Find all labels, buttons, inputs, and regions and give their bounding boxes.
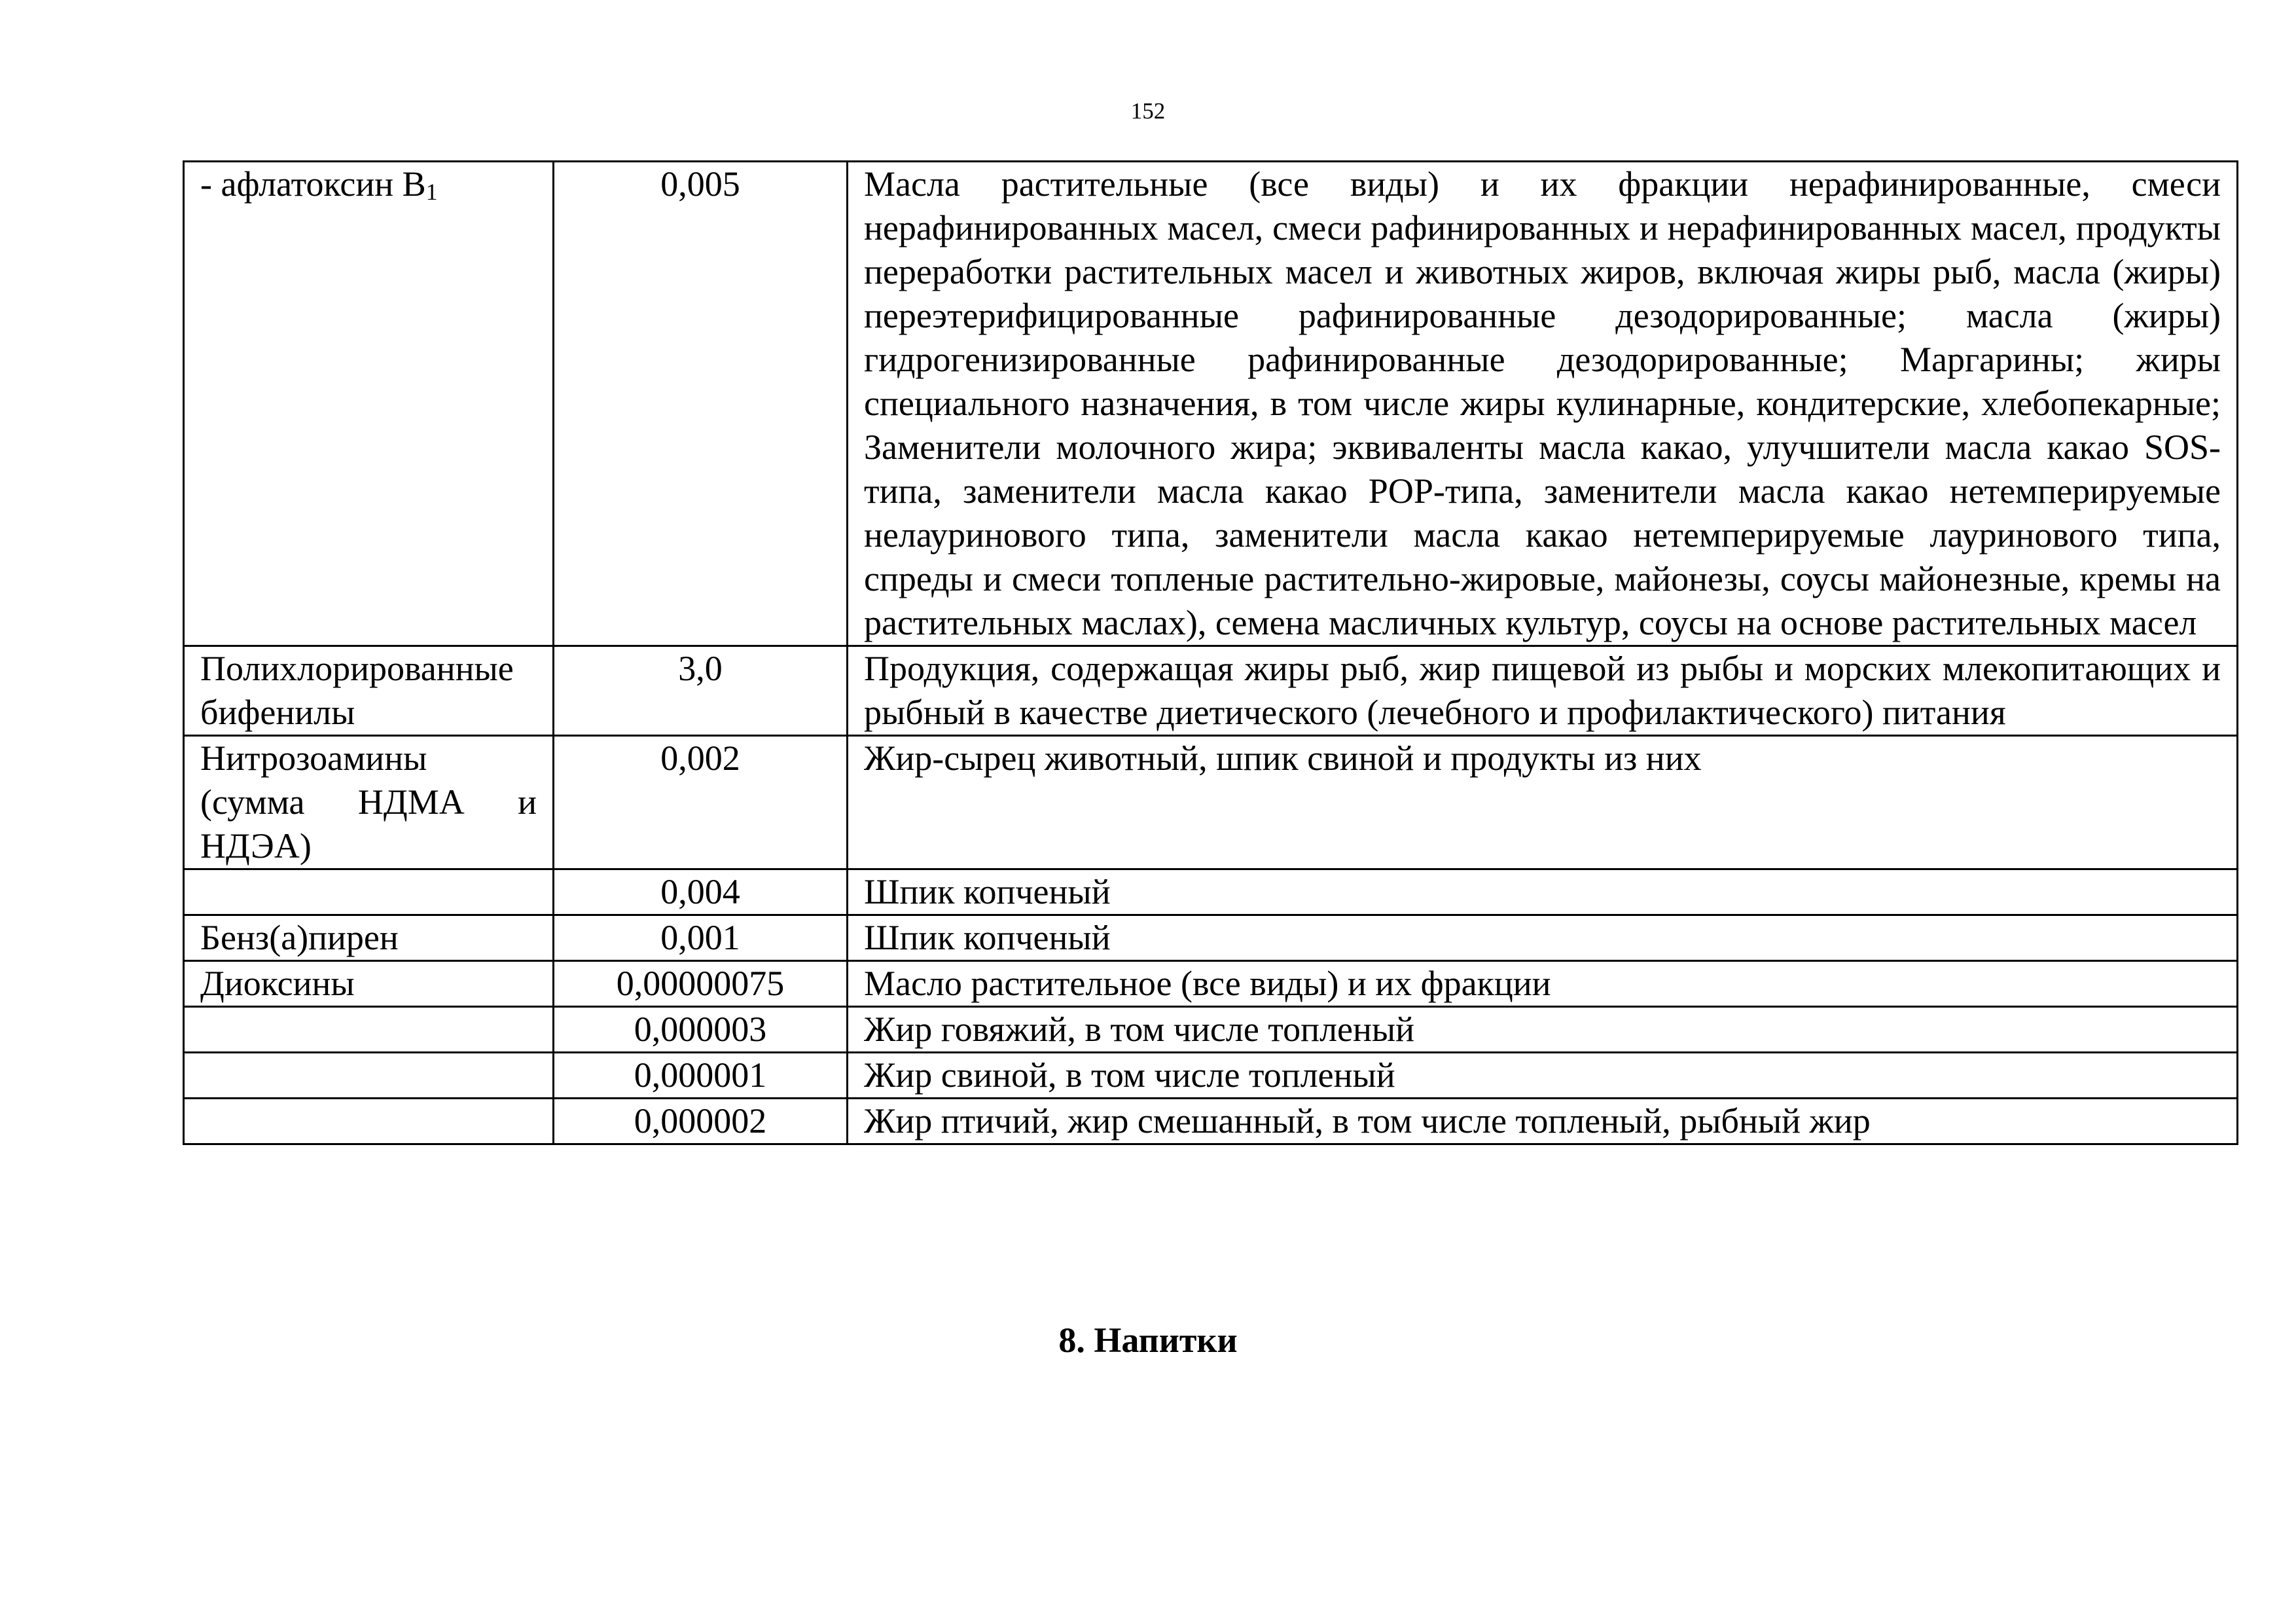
substance-cell: Бенз(а)пирен [184,915,554,961]
product-cell: Масло растительное (все виды) и их фракции [848,961,2238,1007]
limit-value-cell: 0,000002 [554,1099,848,1144]
substance-cell [184,1053,554,1099]
product-cell: Жир птичий, жир смешанный, в том числе топленый, рыбный жир [848,1099,2238,1144]
section-heading: 8. Напитки [1058,1321,1238,1360]
table-row [184,961,2238,1007]
page-number: 152 [1130,98,1166,124]
substance-subscript: 1 [425,179,438,205]
product-cell: Жир свиной, в том числе топленый [848,1053,2238,1099]
limit-value-cell: 0,00000075 [554,961,848,1007]
table-row [184,162,2238,646]
product-cell: Шпик копченый [848,915,2238,961]
limit-value-cell: 0,001 [554,915,848,961]
substance-cell: Полихлорированные бифенилы [184,646,554,736]
table-row [184,869,2238,915]
table-row [184,646,2238,736]
substance-cell: Нитрозоамины (сумма НДМА и НДЭА) [184,736,554,869]
substance-name: - афлатоксин B [200,164,426,204]
limit-value-cell: 0,002 [554,736,848,869]
product-cell: Продукция, содержащая жиры рыб, жир пищевой из рыбы и морских млекопитающих и рыбный в качестве диетического (лечебного и профилактического) питания [848,646,2238,736]
limit-value-cell: 0,005 [554,162,848,646]
table-row [184,736,2238,869]
substance-cell [184,1007,554,1053]
substance-cell: Диоксины [184,961,554,1007]
product-cell: Масла растительные (все виды) и их фракции нерафинированные, смеси нерафинированных масел, смеси рафинированных и нерафинированных масел, продукты переработки растительных масел и животных жиров, включая жиры рыб, масла (жиры) переэтерифицированные рафинированные дезодорированные; масла (жиры) гидрогенизированные рафинированные дезодорированные; Маргарины; жиры специального назначения, в том числе жиры кулинарные, кондитерские, хлебопекарные; Заменители молочного жира; эквиваленты масла какао, улучшители масла какао SOS-типа, заменители масла какао POP-типа, заменители масла какао нетемперируемые нелауринового типа, заменители масла какао нетемперируемые лауринового типа, спреды и смеси топленые растительно-жировые, майонезы, соусы майонезные, кремы на растительных маслах), семена масличных культур, соусы на основе растительных масел [848,162,2238,646]
product-cell: Шпик копченый [848,869,2238,915]
product-cell: Жир-сырец животный, шпик свиной и продукты из них [848,736,2238,869]
table-row [184,1099,2238,1144]
table-row [184,1053,2238,1099]
limit-value-cell: 0,004 [554,869,848,915]
limit-value-cell: 0,000003 [554,1007,848,1053]
limit-value-cell: 3,0 [554,646,848,736]
table-row [184,1007,2238,1053]
product-cell: Жир говяжий, в том числе топленый [848,1007,2238,1053]
substance-cell [184,162,554,646]
substance-cell [184,869,554,915]
table-row [184,915,2238,961]
substance-cell [184,1099,554,1144]
contaminant-limits-table [183,160,2238,1145]
limit-value-cell: 0,000001 [554,1053,848,1099]
